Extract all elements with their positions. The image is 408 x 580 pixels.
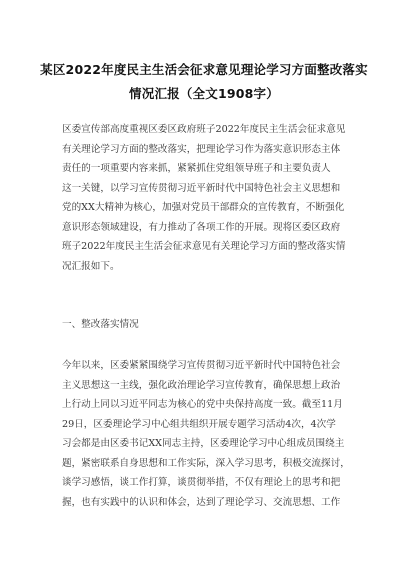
paragraph-line: 握，也有实践中的认识和体会，达到了理论学习、交流思想、工作 — [62, 496, 341, 508]
paragraph-line: 班子2022年度民主生活会征求意见有关理论学习方面的整改落实情 — [62, 241, 346, 252]
section-heading: 一、整改落实情况 — [62, 319, 139, 330]
document-title-line-1: 某区2022年度民主生活会征求意见理论学习方面整改落实 — [40, 62, 368, 77]
paragraph-line: 区委宣传部高度重视区委区政府班子2022年度民主生活会征求意见 — [62, 124, 346, 135]
paragraph-line: 况汇报如下。 — [62, 260, 120, 272]
intro-paragraph — [62, 120, 362, 276]
paragraph-line: 29日，区委理论学习中心组共组织开展专题学习活动4次，4次学 — [62, 418, 336, 430]
paragraph-line: 上行动上同以习近平同志为核心的党中央保持高度一致。截至11月 — [62, 399, 343, 410]
paragraph-line: 谈学习感悟，谈工作打算，谈贯彻举措，不仅有理论上的思考和把 — [62, 477, 341, 488]
paragraph-line: 责任的一项重要内容来抓，紧紧抓住党组领导班子和主要负责人 — [62, 163, 331, 174]
paragraph-line: 习会都是由区委书记XX同志主持，区委理论学习中心组成员围绕主 — [62, 438, 345, 449]
paragraph-line: 意识形态领域建设，有力推动了各项工作的开展。现将区委区政府 — [62, 221, 341, 233]
paragraph-line: 这一关键，以学习宣传贯彻习近平新时代中国特色社会主义思想和 — [62, 182, 341, 194]
paragraph-line: 主义思想这一主线，强化政治理论学习宣传教育，确保思想上政治 — [62, 379, 341, 391]
document-title-line-2: 情况汇报（全文1908字） — [129, 86, 279, 101]
paragraph-line: 题，紧密联系自身思想和工作实际，深入学习思考，积极交流探讨， — [62, 457, 350, 469]
paragraph-line: 党的XX大精神为核心，加强对党员干部群众的宣传教育，不断强化 — [62, 202, 345, 213]
section-paragraph — [62, 356, 362, 512]
paragraph-line: 有关理论学习方面的整改落实，把理论学习作为落实意识形态主体 — [62, 143, 341, 155]
paragraph-line: 今年以来，区委紧紧围绕学习宣传贯彻习近平新时代中国特色社会 — [62, 360, 341, 371]
